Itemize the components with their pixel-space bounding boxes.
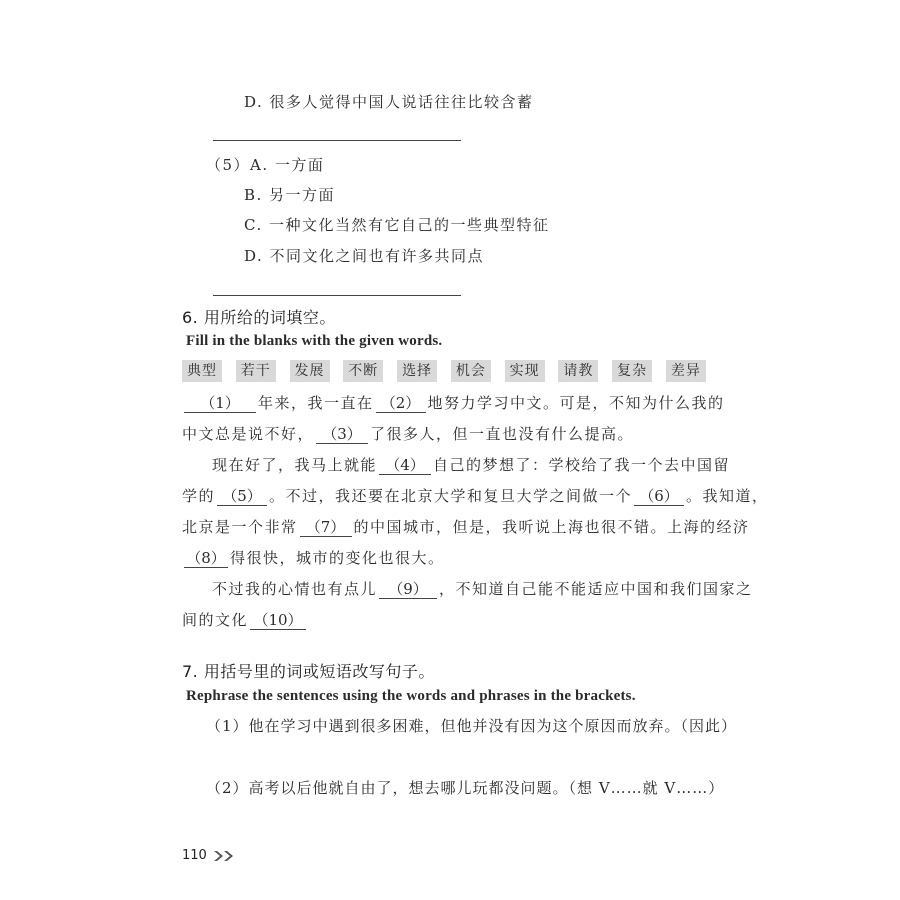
- blank-4[interactable]: （4）: [379, 456, 431, 475]
- passage-line-6: [182, 548, 445, 568]
- section-6-title: 6. 用所给的词填空。: [182, 308, 336, 327]
- passage-text: 不过我的心情也有点儿: [212, 580, 378, 598]
- word-chip: 复杂: [612, 360, 652, 382]
- blank-8[interactable]: （8）: [184, 549, 228, 568]
- passage-text: 自己的梦想了：学校给了我一个去中国留: [433, 456, 731, 474]
- blank-3[interactable]: （3）: [316, 425, 368, 444]
- passage-line-8: [182, 610, 308, 630]
- blank-5[interactable]: （5）: [217, 487, 267, 506]
- blank-7[interactable]: （7）: [300, 518, 352, 537]
- blank-9[interactable]: （9）: [379, 580, 437, 599]
- passage-text: 北京是一个非常: [182, 518, 298, 536]
- blank-10[interactable]: （10）: [250, 611, 306, 630]
- passage-text: 学的: [182, 487, 216, 505]
- passage-text: 间的文化: [182, 611, 249, 629]
- passage-line-3: [212, 455, 730, 475]
- q5-option-c: C. 一种文化当然有它自己的一些典型特征: [244, 216, 550, 234]
- word-chip: 选择: [397, 360, 437, 382]
- section-6-subtitle: Fill in the blanks with the given words.: [186, 333, 443, 349]
- word-chip: 实现: [505, 360, 545, 382]
- blank-2[interactable]: （2）: [376, 394, 426, 413]
- passage-text: 得很快，城市的变化也很大。: [230, 549, 445, 567]
- passage-text: 。不过，我还要在北京大学和复旦大学之间做一个: [269, 487, 633, 505]
- passage-line-2: [182, 424, 634, 444]
- word-chip: 机会: [451, 360, 491, 382]
- blank-1[interactable]: （1）: [184, 394, 256, 413]
- passage-text: 地努力学习中文。可是，不知为什么我的: [427, 394, 725, 412]
- blank-6[interactable]: （6）: [634, 487, 684, 506]
- passage-line-1: [182, 393, 725, 413]
- double-chevron-right-icon: [213, 850, 235, 862]
- passage-line-7: [212, 579, 753, 599]
- page-footer: [182, 848, 235, 863]
- passage-text: 年来，我一直在: [258, 394, 374, 412]
- passage-text: 中文总是说不好，: [182, 425, 315, 443]
- passage-text: 。我知道，: [686, 487, 769, 505]
- passage-line-4: [182, 486, 769, 506]
- word-chip: 典型: [182, 360, 222, 382]
- word-chip: 若干: [236, 360, 276, 382]
- q5-number: （5）: [206, 156, 251, 174]
- word-chip: 不断: [343, 360, 383, 382]
- q5-option-b: B. 另一方面: [244, 186, 336, 204]
- answer-line-q4: [213, 140, 461, 141]
- section-7-item-1: （1）他在学习中遇到很多困难，但他并没有因为这个原因而放弃。（因此）: [206, 717, 738, 735]
- passage-text: 的中国城市，但是，我听说上海也很不错。上海的经济: [353, 518, 750, 536]
- answer-line-q5: [213, 295, 461, 296]
- q5-option-d: D. 不同文化之间也有许多共同点: [244, 247, 485, 265]
- passage-text: 了很多人，但一直也没有什么提高。: [370, 425, 635, 443]
- passage-text: ，不知道自己能不能适应中国和我们国家之: [439, 580, 753, 598]
- q5-option-a-row: [206, 155, 324, 175]
- passage-line-5: [182, 517, 750, 537]
- word-chip: 请教: [558, 360, 598, 382]
- q5-option-a: A. 一方面: [250, 156, 325, 174]
- page-number: 110: [182, 848, 207, 863]
- word-chip: 差异: [666, 360, 706, 382]
- word-bank: [182, 360, 706, 382]
- section-7-item-2: （2）高考以后他就自由了，想去哪儿玩都没问题。（想 V……就 V……）: [206, 779, 725, 797]
- section-7-title: 7. 用括号里的词或短语改写句子。: [182, 662, 435, 681]
- q4-option-d: D. 很多人觉得中国人说话往往比较含蓄: [244, 93, 534, 111]
- word-chip: 发展: [290, 360, 330, 382]
- section-7-subtitle: Rephrase the sentences using the words and phrases in the brackets.: [186, 688, 636, 704]
- passage-text: 现在好了，我马上就能: [212, 456, 378, 474]
